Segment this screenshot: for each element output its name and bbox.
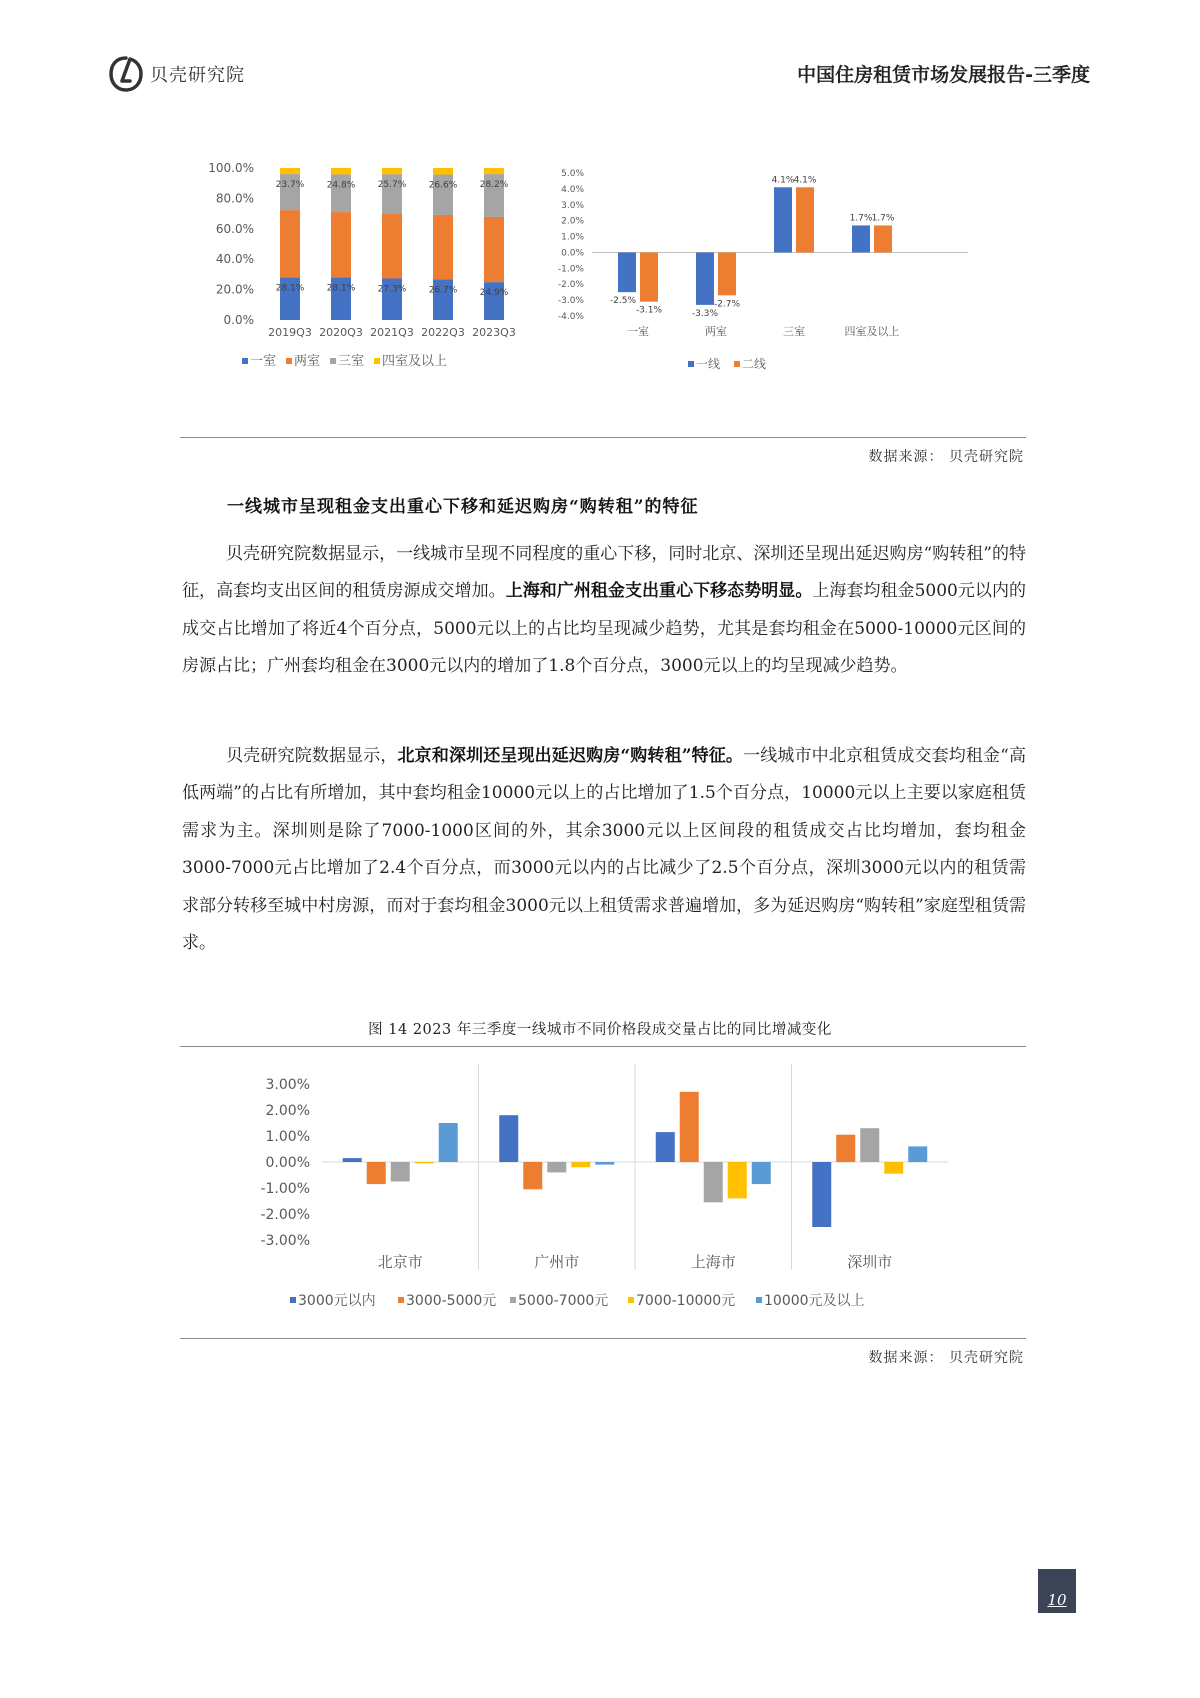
- x-tick-label: 四室及以上: [844, 325, 900, 338]
- y-tick-label: -3.0%: [557, 296, 584, 307]
- section-heading: 一线城市呈现租金支出重心下移和延迟购房“购转租”的特征: [227, 497, 699, 517]
- y-tick-label: 2.0%: [561, 216, 584, 227]
- bar-两室: [280, 210, 300, 277]
- divider: [180, 1338, 1026, 1339]
- x-tick-label: 2022Q3: [421, 326, 465, 339]
- bar-3000-5000元: [680, 1092, 699, 1162]
- data-label: 1.7%: [849, 213, 873, 224]
- data-label: 25.7%: [377, 180, 407, 191]
- y-tick-label: 0.00%: [265, 1155, 310, 1171]
- y-tick-label: -1.0%: [557, 264, 584, 275]
- y-tick-label: 3.00%: [265, 1077, 310, 1093]
- paragraph-1-text-2: 上海套均租金5000元以内的成交占比增加了将近4个百分点，5000元以上的占比均呈现减少趋势，尤其是套均租金在5000-10000元区间的房源占比；广州套均租金在3000元以内的增加了1.8个百分点，3000元以上的均呈现减少趋势。: [182, 581, 1027, 677]
- bar-四室及以上: [280, 168, 300, 174]
- grouped-bar-chart: [557, 160, 990, 410]
- bar-3000元以内: [499, 1115, 518, 1162]
- bar-两室: [484, 217, 504, 282]
- paragraph-2-text-2: 一线城市中北京租赁成交套均租金“高低两端”的占比有所增加，其中套均租金10000元以上的占比增加了1.5个百分点，10000元以上主要以家庭租赁需求为主。深圳则是除了7000-1000区间的外，其余3000元以上区间段的租赁成交占比均增加，套均租金3000-7000元占比增加了2.4个百分点，而3000元以内的占比减少了2.5个百分点，深圳3000元以内的租赁需求部分转移至城中村房源，而对于套均租金3000元以上租赁需求普遍增加，多为延迟购房“购转租”家庭型租赁需求。: [182, 746, 1026, 954]
- data-label: 24.8%: [326, 180, 356, 191]
- x-axis-ticks: [268, 326, 516, 339]
- bar-3000元以内: [343, 1158, 362, 1162]
- paragraph-1-text: 贝壳研究院数据显示，一线城市呈现不同程度的重心下移，同时北京、深圳还呈现出延迟购房“购转租”的特征，高套均支出区间的租赁房源成交增加。: [182, 544, 1026, 602]
- bar-两室: [382, 213, 402, 278]
- legend-label: 3000-5000元: [406, 1293, 497, 1309]
- page-number: 10: [1038, 1569, 1076, 1613]
- y-tick-label: 5.0%: [561, 169, 584, 179]
- legend-swatch: [398, 1297, 404, 1303]
- x-tick-label: 两室: [705, 325, 727, 338]
- legend-label: 两室: [294, 354, 321, 369]
- bar-两室: [331, 212, 351, 277]
- y-tick-label: 2.00%: [265, 1103, 310, 1119]
- paragraph-1-bold: 上海和广州租金支出重心下移态势明显。: [505, 581, 813, 602]
- x-tick-label: 北京市: [377, 1253, 423, 1271]
- stacked-bar-chart: [200, 160, 560, 410]
- bar-5000-7000元: [860, 1128, 879, 1162]
- data-label: -2.7%: [713, 299, 741, 310]
- legend-label: 5000-7000元: [518, 1293, 609, 1309]
- legend-swatch: [734, 361, 740, 367]
- bar-3000-5000元: [523, 1162, 542, 1189]
- bars: [618, 187, 892, 305]
- bar-10000元及以上: [908, 1146, 927, 1162]
- legend-swatch: [290, 1297, 296, 1303]
- legend-label: 7000-10000元: [636, 1293, 736, 1309]
- bar-10000元及以上: [595, 1162, 614, 1165]
- legend: [688, 356, 766, 371]
- y-tick-label: 40.0%: [215, 252, 254, 267]
- legend-label: 3000元以内: [298, 1293, 376, 1309]
- legend-swatch: [756, 1297, 762, 1303]
- y-tick-label: 100.0%: [208, 161, 254, 175]
- legend-swatch: [330, 358, 336, 364]
- x-tick-label: 三室: [783, 325, 805, 338]
- y-tick-label: 1.00%: [265, 1129, 310, 1145]
- legend-label: 三室: [338, 354, 365, 369]
- y-tick-label: 4.0%: [561, 184, 584, 195]
- data-label: 4.1%: [793, 175, 817, 186]
- data-label: -3.3%: [691, 308, 719, 319]
- logo-text: 贝壳研究院: [150, 65, 245, 86]
- legend-swatch: [628, 1297, 634, 1303]
- y-tick-label: 60.0%: [215, 221, 254, 236]
- report-title: 中国住房租赁市场发展报告-三季度: [797, 64, 1090, 86]
- x-tick-label: 广州市: [534, 1253, 580, 1271]
- data-label: -3.1%: [635, 305, 663, 316]
- y-axis-ticks: [208, 161, 254, 327]
- y-tick-label: 3.0%: [561, 200, 584, 211]
- bar-3000元以内: [812, 1162, 831, 1227]
- y-tick-label: 1.0%: [561, 232, 584, 243]
- data-label: 28.2%: [479, 180, 509, 191]
- bar-3000元以内: [656, 1132, 675, 1162]
- data-source-label: 数据来源： 贝壳研究院: [868, 1350, 1024, 1366]
- beike-logo-icon: [108, 55, 144, 93]
- bar-3000-5000元: [367, 1162, 386, 1184]
- figure-14-caption: 图 14 2023 年三季度一线城市不同价格段成交量占比的同比增减变化: [368, 1022, 832, 1038]
- x-tick-label: 2020Q3: [319, 326, 363, 339]
- legend-label: 一室: [250, 354, 277, 369]
- y-axis-ticks: [558, 169, 585, 322]
- y-tick-label: 0.0%: [561, 248, 584, 259]
- y-axis-ticks: [260, 1077, 310, 1249]
- legend: [290, 1292, 865, 1309]
- data-label: 26.7%: [428, 285, 458, 296]
- bar-一线: [852, 225, 870, 252]
- bar-7000-10000元: [571, 1162, 590, 1167]
- data-source-label: 数据来源： 贝壳研究院: [868, 449, 1024, 465]
- x-tick-label: 一室: [627, 325, 649, 338]
- bar-10000元及以上: [752, 1162, 771, 1184]
- data-label: 24.9%: [479, 288, 509, 299]
- bar-二线: [796, 187, 814, 252]
- bar-四室及以上: [382, 168, 402, 174]
- y-tick-label: 80.0%: [215, 191, 254, 206]
- paragraph-2-bold: 北京和深圳还呈现出延迟购房“购转租”特征。: [397, 746, 744, 766]
- bar-四室及以上: [433, 168, 453, 175]
- bar-四室及以上: [484, 168, 504, 174]
- city-price-change-chart: [180, 1050, 1026, 1320]
- bar-5000-7000元: [391, 1162, 410, 1182]
- paragraph-2-text: 贝壳研究院数据显示，: [226, 746, 398, 766]
- legend-swatch: [286, 358, 292, 364]
- x-tick-label: 2021Q3: [370, 326, 414, 339]
- bar-7000-10000元: [728, 1162, 747, 1198]
- bar-两室: [433, 215, 453, 279]
- data-label: 23.7%: [275, 180, 305, 191]
- legend-label: 四室及以上: [382, 354, 448, 369]
- bar-5000-7000元: [704, 1162, 723, 1202]
- legend-swatch: [688, 361, 694, 367]
- data-label: 26.6%: [428, 180, 458, 191]
- x-axis-ticks: [627, 324, 900, 338]
- bar-一线: [618, 252, 636, 292]
- legend: [242, 354, 447, 369]
- bar-二线: [640, 252, 658, 301]
- paragraph-2: [182, 738, 1026, 962]
- data-label: 4.1%: [771, 175, 795, 186]
- x-tick-label: 深圳市: [847, 1253, 893, 1271]
- x-tick-label: 2023Q3: [472, 326, 516, 339]
- legend-label: 一线: [696, 357, 721, 371]
- divider: [180, 437, 1026, 438]
- legend-swatch: [374, 358, 380, 364]
- legend-label: 10000元及以上: [764, 1293, 865, 1309]
- bar-3000-5000元: [836, 1135, 855, 1162]
- y-tick-label: -2.0%: [557, 280, 584, 291]
- bar-7000-10000元: [884, 1162, 903, 1174]
- y-tick-label: 20.0%: [215, 282, 254, 297]
- y-tick-label: 0.0%: [223, 313, 254, 327]
- bar-10000元及以上: [439, 1123, 458, 1162]
- legend-swatch: [242, 358, 248, 364]
- data-label: 27.3%: [377, 284, 407, 295]
- paragraph-1: [182, 536, 1026, 686]
- bars: [280, 168, 504, 320]
- bar-5000-7000元: [547, 1162, 566, 1172]
- y-tick-label: -1.00%: [260, 1181, 310, 1197]
- legend-swatch: [510, 1297, 516, 1303]
- data-label: -2.5%: [609, 296, 637, 307]
- y-tick-label: -2.00%: [260, 1207, 310, 1223]
- bar-二线: [718, 252, 736, 295]
- axes: [322, 1064, 948, 1270]
- x-tick-label: 上海市: [690, 1253, 736, 1271]
- bar-7000-10000元: [415, 1162, 434, 1163]
- bar-一线: [696, 252, 714, 304]
- data-label: 1.7%: [871, 213, 895, 224]
- x-tick-label: 2019Q3: [268, 326, 312, 339]
- bar-四室及以上: [331, 168, 351, 174]
- data-label: 28.1%: [275, 283, 305, 294]
- legend-label: 二线: [742, 357, 767, 371]
- bar-二线: [874, 225, 892, 252]
- y-tick-label: -4.0%: [557, 312, 584, 322]
- header-logo: [108, 54, 268, 94]
- bar-一线: [774, 187, 792, 252]
- data-label: 28.1%: [326, 283, 356, 294]
- divider: [180, 1046, 1026, 1047]
- y-tick-label: -3.00%: [260, 1233, 310, 1249]
